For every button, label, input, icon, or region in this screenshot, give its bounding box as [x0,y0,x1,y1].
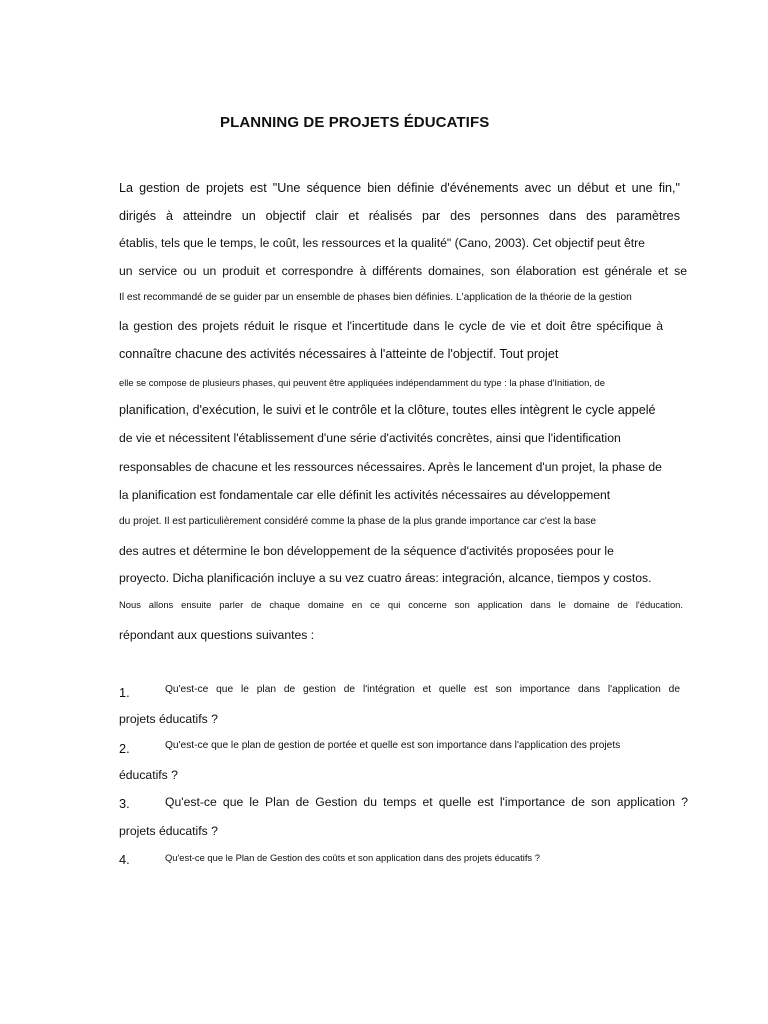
question-3-number: 3. [119,796,130,811]
paragraph-line-2: dirigés à atteindre un objectif clair et réalisés par des personnes dans des paramètres [119,209,680,223]
question-2-text: Qu'est-ce que le plan de gestion de portée et quelle est son importance dans l'application des projets [165,740,621,751]
paragraph-line-6: la gestion des projets réduit le risque et l'incertitude dans le cycle de vie et doit être spécifique à [119,319,663,333]
paragraph-line-16: Nous allons ensuite parler de chaque domaine en ce qui concerne son application dans le domaine de l'éducation. [119,599,683,610]
paragraph-line-7: connaître chacune des activités nécessaires à l'atteinte de l'objectif. Tout projet [119,347,559,361]
paragraph-line-13: du projet. Il est particulièrement considéré comme la phase de la plus grande importance car c'est la base [119,516,597,527]
paragraph-line-10: de vie et nécessitent l'établissement d'une série d'activités concrètes, ainsi que l'identification [119,431,621,445]
paragraph-line-1: La gestion de projets est "Une séquence bien définie d'événements avec un début et une fin," [119,181,680,195]
question-1-continuation: projets éducatifs ? [119,712,218,726]
question-3-text: Qu'est-ce que le Plan de Gestion du temps et quelle est l'importance de son application ? [165,795,688,809]
paragraph-line-4: un service ou un produit et correspondre à différents domaines, son élaboration est générale et se [119,264,687,278]
paragraph-line-8: elle se compose de plusieurs phases, qui peuvent être appliquées indépendamment du type : la phase d'Initiation, de [119,377,605,388]
paragraph-line-5: Il est recommandé de se guider par un ensemble de phases bien définies. L'application de la théorie de la gestion [119,292,632,303]
paragraph-line-3: établis, tels que le temps, le coût, les ressources et la qualité" (Cano, 2003). Cet objectif peut être [119,236,645,250]
question-3-continuation: projets éducatifs ? [119,824,218,838]
question-4-number: 4. [119,852,130,867]
question-2-number: 2. [119,741,130,756]
question-4-text: Qu'est-ce que le Plan de Gestion des coûts et son application dans des projets éducatifs ? [165,852,540,863]
document-title: PLANNING DE PROJETS ÉDUCATIFS [220,114,490,131]
paragraph-line-9: planification, d'exécution, le suivi et le contrôle et la clôture, toutes elles intègrent le cycle appelé [119,403,656,417]
question-2-continuation: éducatifs ? [119,768,178,782]
paragraph-line-17: répondant aux questions suivantes : [119,628,315,642]
question-1-text: Qu'est-ce que le plan de gestion de l'intégration et quelle est son importance dans l'application de [165,684,680,695]
question-1-number: 1. [119,685,130,700]
paragraph-line-12: la planification est fondamentale car elle définit les activités nécessaires au développement [119,488,611,502]
paragraph-line-11: responsables de chacune et les ressources nécessaires. Après le lancement d'un projet, la phase de [119,460,662,474]
paragraph-line-14: des autres et détermine le bon développement de la séquence d'activités proposées pour le [119,544,614,558]
paragraph-line-15: proyecto. Dicha planificación incluye a su vez cuatro áreas: integración, alcance, tiempos y costos. [119,571,652,585]
